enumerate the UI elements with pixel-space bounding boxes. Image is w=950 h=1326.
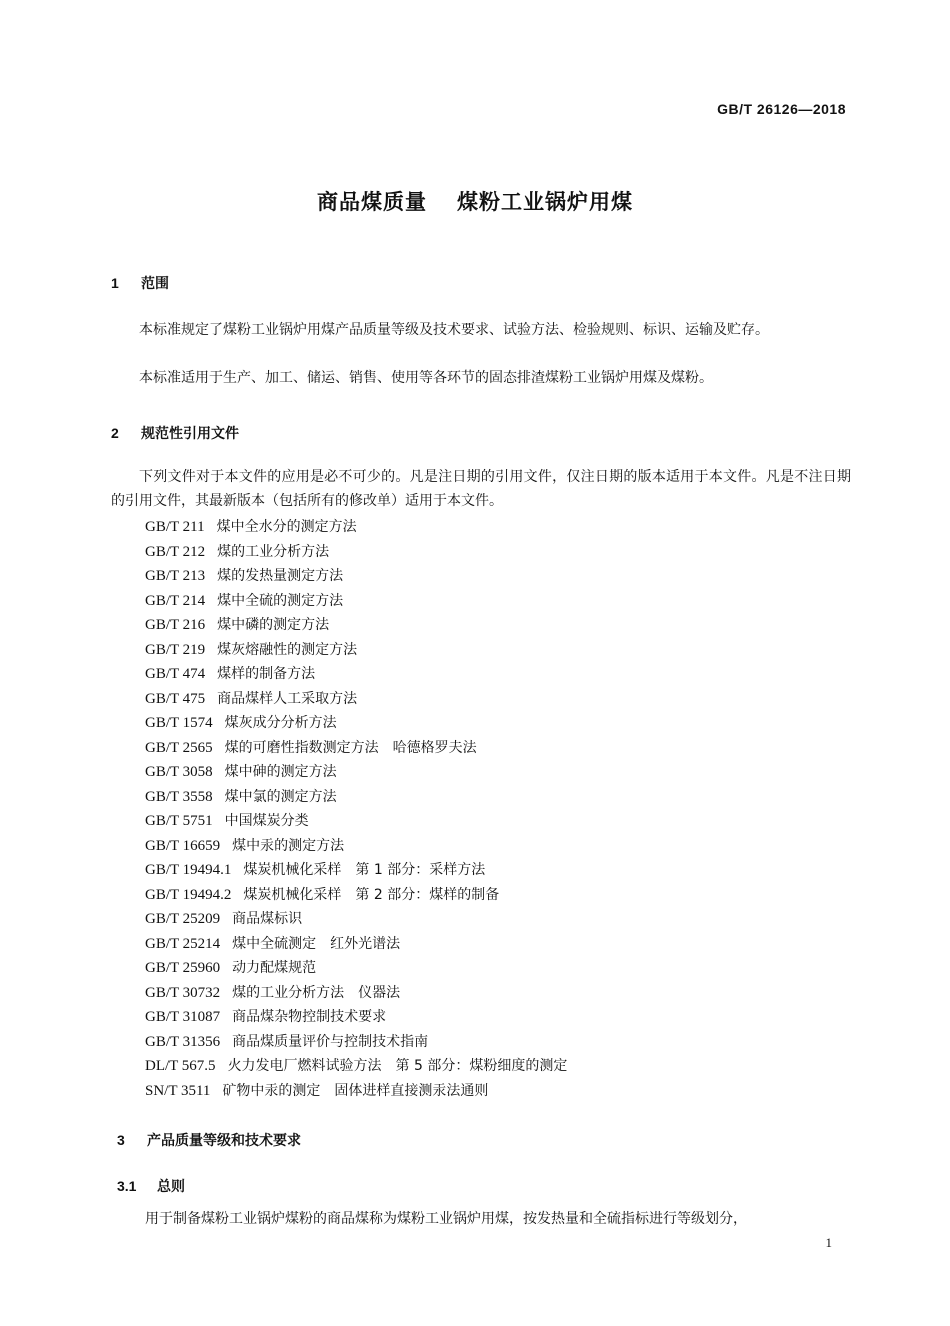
- reference-code: GB/T 213: [145, 568, 206, 584]
- reference-code: GB/T 25209: [145, 911, 221, 927]
- reference-title: 煤中汞的测定方法: [232, 837, 345, 854]
- reference-title: 煤炭机械化采样 第 1 部分：采样方法: [243, 862, 486, 878]
- section-title: 产品质量等级和技术要求: [147, 1133, 301, 1149]
- reference-title: 商品煤标识: [232, 911, 303, 927]
- reference-code: GB/T 30732: [145, 984, 221, 1001]
- list-item: [145, 711, 567, 736]
- document-title: [0, 186, 950, 216]
- reference-code: GB/T 214: [145, 592, 206, 609]
- section-1-paragraph-1: 本标准规定了煤粉工业锅炉用煤产品质量等级及技术要求、试验方法、检验规则、标识、运输及贮存。: [139, 322, 769, 338]
- subsection-3-1-text: 用于制备煤粉工业锅炉煤粉的商品煤称为煤粉工业锅炉用煤，按发热量和全硫指标进行等级划分，: [145, 1211, 747, 1227]
- reference-code: GB/T 475: [145, 690, 206, 707]
- reference-title: 矿物中汞的测定 固体进样直接测汞法通则: [222, 1082, 489, 1099]
- reference-code: GB/T 25214: [145, 935, 221, 952]
- section-2-heading: [111, 423, 239, 443]
- reference-code: GB/T 31356: [145, 1033, 221, 1050]
- reference-code: GB/T 219: [145, 641, 206, 658]
- reference-title: 商品煤杂物控制技术要求: [232, 1009, 387, 1025]
- list-item: [145, 932, 567, 957]
- reference-code: GB/T 474: [145, 666, 206, 682]
- section-title: 范围: [141, 276, 169, 292]
- reference-title: 煤的工业分析方法 仪器法: [232, 984, 401, 1001]
- reference-title: 中国煤炭分类: [224, 813, 309, 829]
- list-item: [145, 760, 567, 785]
- reference-title: 火力发电厂燃料试验方法 第 5 部分：煤粉细度的测定: [227, 1058, 568, 1074]
- reference-title: 煤的可磨性指数测定方法 哈德格罗夫法: [224, 739, 477, 756]
- section-2-intro: 下列文件对于本文件的应用是必不可少的。凡是注日期的引用文件，仅注日期的版本适用于本文件。凡是不注日期的引用文件，其最新版本（包括所有的修改单）适用于本文件。: [111, 469, 851, 509]
- list-item: [145, 515, 567, 540]
- reference-code: DL/T 567.5: [145, 1058, 216, 1074]
- list-item: [145, 883, 567, 908]
- reference-code: GB/T 3558: [145, 788, 213, 805]
- reference-code: GB/T 211: [145, 519, 205, 535]
- reference-code: GB/T 16659: [145, 837, 221, 854]
- section-1-heading: [111, 273, 169, 293]
- reference-title: 煤中氯的测定方法: [224, 788, 337, 805]
- reference-code: GB/T 2565: [145, 739, 213, 756]
- reference-code: GB/T 25960: [145, 960, 221, 976]
- list-item: [145, 638, 567, 663]
- section-number: 2: [111, 425, 119, 441]
- reference-title: 煤炭机械化采样 第 2 部分：煤样的制备: [243, 886, 500, 903]
- subsection-number: 3.1: [117, 1178, 137, 1194]
- reference-title: 煤样的制备方法: [217, 666, 316, 682]
- list-item: [145, 858, 567, 883]
- reference-title: 煤中全硫测定 红外光谱法: [232, 935, 401, 952]
- reference-code: GB/T 216: [145, 617, 206, 633]
- reference-title: 商品煤质量评价与控制技术指南: [232, 1033, 429, 1050]
- reference-title: 煤中磷的测定方法: [217, 617, 330, 633]
- reference-code: GB/T 3058: [145, 764, 213, 780]
- list-item: [145, 981, 567, 1006]
- list-item: [145, 564, 567, 589]
- reference-code: SN/T 3511: [145, 1082, 211, 1099]
- section-title: 规范性引用文件: [141, 426, 239, 442]
- reference-code: GB/T 5751: [145, 813, 213, 829]
- list-item: [145, 834, 567, 859]
- reference-title: 煤中全水分的测定方法: [216, 519, 357, 535]
- list-item: [145, 736, 567, 761]
- reference-title: 商品煤样人工采取方法: [217, 690, 358, 707]
- section-number: 1: [111, 275, 119, 291]
- reference-title: 煤中砷的测定方法: [224, 764, 337, 780]
- reference-title: 煤灰熔融性的测定方法: [217, 641, 358, 658]
- reference-code: GB/T 1574: [145, 715, 213, 731]
- list-item: [145, 540, 567, 565]
- list-item: [145, 1005, 567, 1030]
- list-item: [145, 662, 567, 687]
- list-item: [145, 1054, 567, 1079]
- list-item: [145, 613, 567, 638]
- subsection-title: 总则: [157, 1179, 185, 1195]
- reference-title: 煤的工业分析方法: [217, 543, 330, 560]
- reference-title: 动力配煤规范: [232, 960, 317, 976]
- list-item: [145, 809, 567, 834]
- reference-list: [145, 515, 567, 1103]
- subsection-3-1-heading: [117, 1176, 185, 1196]
- list-item: [145, 687, 567, 712]
- reference-title: 煤中全硫的测定方法: [217, 592, 344, 609]
- list-item: [145, 956, 567, 981]
- reference-code: GB/T 212: [145, 543, 206, 560]
- list-item: [145, 1079, 567, 1104]
- list-item: [145, 1030, 567, 1055]
- section-3-heading: [117, 1130, 301, 1150]
- reference-title: 煤灰成分分析方法: [224, 715, 337, 731]
- reference-code: GB/T 19494.2: [145, 886, 232, 903]
- title-part-1: 商品煤质量: [317, 190, 427, 214]
- standard-code: GB/T 26126—2018: [717, 101, 846, 117]
- section-1-paragraph-2: 本标准适用于生产、加工、储运、销售、使用等各环节的固态排渣煤粉工业锅炉用煤及煤粉。: [139, 370, 713, 386]
- reference-code: GB/T 31087: [145, 1009, 221, 1025]
- section-number: 3: [117, 1132, 125, 1148]
- list-item: [145, 589, 567, 614]
- reference-code: GB/T 19494.1: [145, 862, 232, 878]
- list-item: [145, 785, 567, 810]
- title-part-2: 煤粉工业锅炉用煤: [457, 190, 633, 214]
- page-number: 1: [825, 1235, 832, 1250]
- list-item: [145, 907, 567, 932]
- reference-title: 煤的发热量测定方法: [217, 568, 344, 584]
